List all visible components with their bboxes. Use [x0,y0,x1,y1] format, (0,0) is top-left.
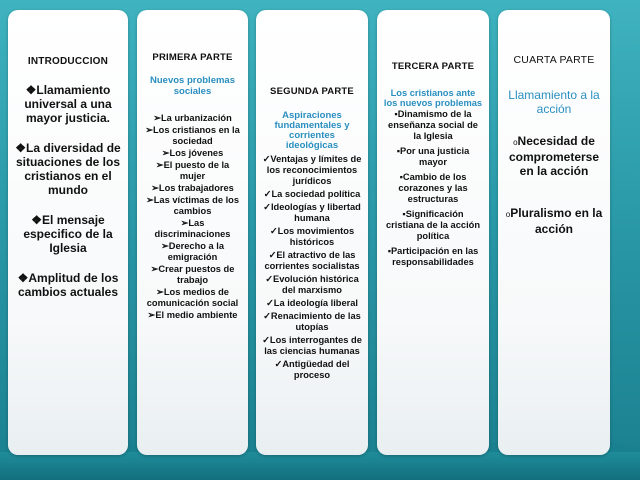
list-item: ➢Las discriminaciones [154,218,231,239]
column-list [262,154,362,381]
list-item: ➢El medio ambiente [147,310,238,320]
column-list [504,134,604,236]
list-item: ❖El mensaje especifico de la Iglesia [23,213,113,255]
list-item: ▪Participación en las responsabilidades [387,246,479,267]
list-item: ➢La urbanización [153,113,232,123]
list-item: ➢Los jóvenes [161,148,224,158]
column-primera-parte [137,10,248,455]
list-item: ✓Ideologías y libertad humana [263,202,361,223]
list-item: ✓Antigüedad del proceso [274,359,350,380]
list-item: ➢Crear puestos de trabajo [150,264,235,285]
column-list [383,109,483,268]
list-item-text: Necesidad de comprometerse en la acción [508,134,600,178]
list-item: ✓La ideología liberal [266,298,358,308]
column-heading: PRIMERA PARTE [152,52,233,63]
list-item: ➢Los cristianos en la sociedad [145,125,240,146]
list-item: ➢El puesto de la mujer [155,160,230,181]
list-item: ➢Los medios de comunicación social [146,287,239,308]
list-item-text: Pluralismo en la acción [510,206,603,236]
column-introduccion [8,10,128,455]
list-item: ✓Evolución histórica del marxismo [265,274,359,295]
column-heading: SEGUNDA PARTE [270,86,354,97]
column-subtitle: Los cristianos ante los nuevos problemas [383,88,483,108]
list-item [504,206,604,236]
column-heading: TERCERA PARTE [391,61,475,72]
list-item: ❖La diversidad de situaciones de los cristianos en el mundo [15,141,121,197]
list-item: ▪Dinamismo de la enseñanza social de la Iglesia [388,109,478,141]
column-heading: INTRODUCCION [27,56,109,67]
column-cuarta-parte [498,10,610,455]
list-item: ✓El atractivo de las corrientes socialistas [264,250,360,271]
list-item: ➢Las víctimas de los cambios [145,195,240,216]
footer-band [0,452,640,480]
list-item: ✓La sociedad política [263,189,361,199]
list-item: ✓Ventajas y límites de los reconocimientos jurídicos [262,154,362,186]
column-subtitle: Llamamiento a la acción [508,88,600,116]
circle-bullet-icon: o [505,210,511,219]
list-item: ❖Llamamiento universal a una mayor justicia. [24,83,112,125]
column-list [143,113,242,321]
list-item: ✓Los movimientos históricos [269,226,355,247]
circle-bullet-icon: o [513,138,518,147]
column-subtitle: Aspiraciones fundamentales y corrientes ideológicas [274,110,350,151]
column-segunda-parte [256,10,368,455]
list-item: ❖Amplitud de los cambios actuales [17,271,119,299]
list-item [504,134,604,178]
list-item: ✓Los interrogantes de las ciencias humanas [262,335,362,356]
list-item: ➢Derecho a la emigración [160,241,225,262]
column-subtitle: Nuevos problemas sociales [150,75,235,97]
list-item: ✓Renacimiento de las utopías [263,311,361,332]
list-item: ▪Cambio de los corazones y las estructuras [398,172,468,204]
column-tercera-parte [377,10,489,455]
column-heading: CUARTA PARTE [513,54,595,66]
list-item: ➢Los trabajadores [151,183,234,193]
list-item: ▪Por una justicia mayor [396,146,470,167]
column-list [14,83,122,299]
list-item: ▪Significación cristiana de la acción política [385,209,481,241]
